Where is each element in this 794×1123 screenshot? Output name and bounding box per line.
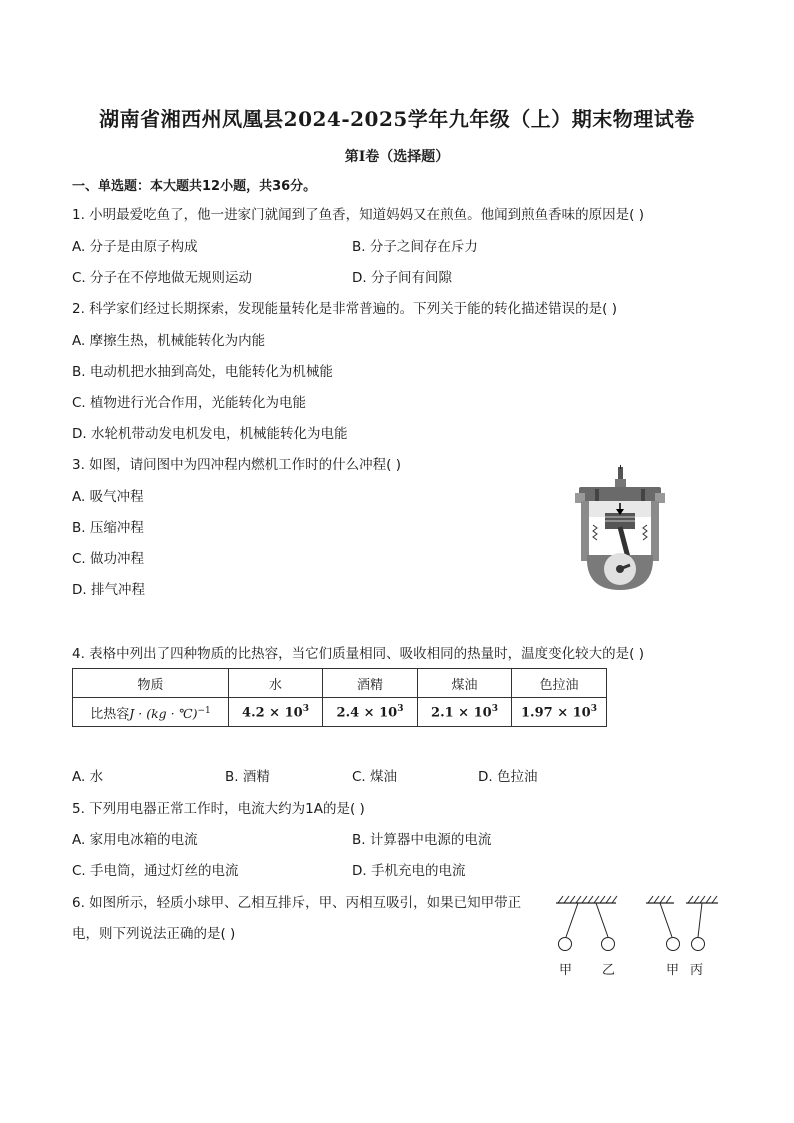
q4-option-b[interactable]: B. 酒精 (225, 769, 270, 785)
q4-option-a[interactable]: A. 水 (72, 769, 104, 785)
ball-label-jia-2: 甲 (666, 963, 680, 978)
q6-stem-line1: 6. 如图所示，轻质小球甲、乙相互排斥，甲、丙相互吸引，如果已知甲带正 (72, 895, 522, 911)
section-heading: 一、单选题：本大题共12小题，共36分。 (72, 179, 317, 194)
table-cell: $1.97 \times 10^3$ (512, 698, 607, 727)
q2-option-d[interactable]: D. 水轮机带动发电机发电，机械能转化为电能 (72, 426, 348, 442)
q5-option-c[interactable]: C. 手电筒，通过灯丝的电流 (72, 863, 239, 879)
hanging-balls-figure (550, 893, 730, 963)
q4-option-c[interactable]: C. 煤油 (352, 769, 398, 785)
table-header-cell: 水 (229, 669, 323, 698)
q4-option-d[interactable]: D. 色拉油 (478, 769, 538, 785)
q1-option-b[interactable]: B. 分子之间存在斥力 (352, 239, 478, 255)
table-row (73, 698, 607, 727)
ball-label-jia: 甲 (559, 963, 573, 978)
engine-cylinder-figure (575, 465, 665, 595)
q2-option-c[interactable]: C. 植物进行光合作用，光能转化为电能 (72, 395, 307, 411)
q5-option-b[interactable]: B. 计算器中电源的电流 (352, 832, 492, 848)
q4-stem: 4. 表格中列出了四种物质的比热容，当它们质量相同、吸收相同的热量时，温度变化较大的是( ) (72, 646, 644, 662)
q1-option-a[interactable]: A. 分子是由原子构成 (72, 239, 198, 255)
row-label-text: 比热容 (90, 706, 130, 722)
q5-option-d[interactable]: D. 手机充电的电流 (352, 863, 466, 879)
q2-option-a[interactable]: A. 摩擦生热，机械能转化为内能 (72, 333, 266, 349)
q3-option-d[interactable]: D. 排气冲程 (72, 582, 145, 598)
q6-stem-line2: 电，则下列说法正确的是( ) (72, 926, 236, 942)
specific-heat-table (72, 668, 607, 727)
table-row-label (73, 698, 229, 727)
unit-text: J · (kg · ℃)$^{-1}$ (129, 705, 211, 721)
q2-stem: 2. 科学家们经过长期探索，发现能量转化是非常普遍的。下列关于能的转化描述错误的是( ) (72, 301, 617, 317)
table-header-cell: 色拉油 (512, 669, 607, 698)
table-cell: $2.1 \times 10^3$ (418, 698, 512, 727)
q5-stem: 5. 下列用电器正常工作时，电流大约为1A的是( ) (72, 801, 365, 817)
table-header-cell: 煤油 (418, 669, 512, 698)
q5-option-a[interactable]: A. 家用电冰箱的电流 (72, 832, 198, 848)
table-header-cell: 酒精 (323, 669, 418, 698)
exam-title: 湖南省湘西州凤凰县2024-2025学年九年级（上）期末物理试卷 (99, 107, 695, 131)
q2-option-b[interactable]: B. 电动机把水抽到高处，电能转化为机械能 (72, 364, 333, 380)
q3-option-a[interactable]: A. 吸气冲程 (72, 489, 144, 505)
q1-option-c[interactable]: C. 分子在不停地做无规则运动 (72, 270, 253, 286)
ball-label-bing: 丙 (690, 963, 704, 978)
q1-stem: 1. 小明最爱吃鱼了，他一进家门就闻到了鱼香，知道妈妈又在煎鱼。他闻到煎鱼香味的原因是( ) (72, 207, 644, 223)
q3-stem: 3. 如图，请问图中为四冲程内燃机工作时的什么冲程( ) (72, 457, 401, 473)
table-header-row (73, 669, 607, 698)
exam-subtitle: 第I卷（选择题） (344, 149, 450, 165)
q1-option-d[interactable]: D. 分子间有间隙 (352, 270, 452, 286)
table-cell: $4.2 \times 10^3$ (229, 698, 323, 727)
ball-label-yi: 乙 (602, 963, 616, 978)
q3-option-c[interactable]: C. 做功冲程 (72, 551, 145, 567)
table-header-cell: 物质 (73, 669, 229, 698)
table-cell: $2.4 \times 10^3$ (323, 698, 418, 727)
q3-option-b[interactable]: B. 压缩冲程 (72, 520, 144, 536)
